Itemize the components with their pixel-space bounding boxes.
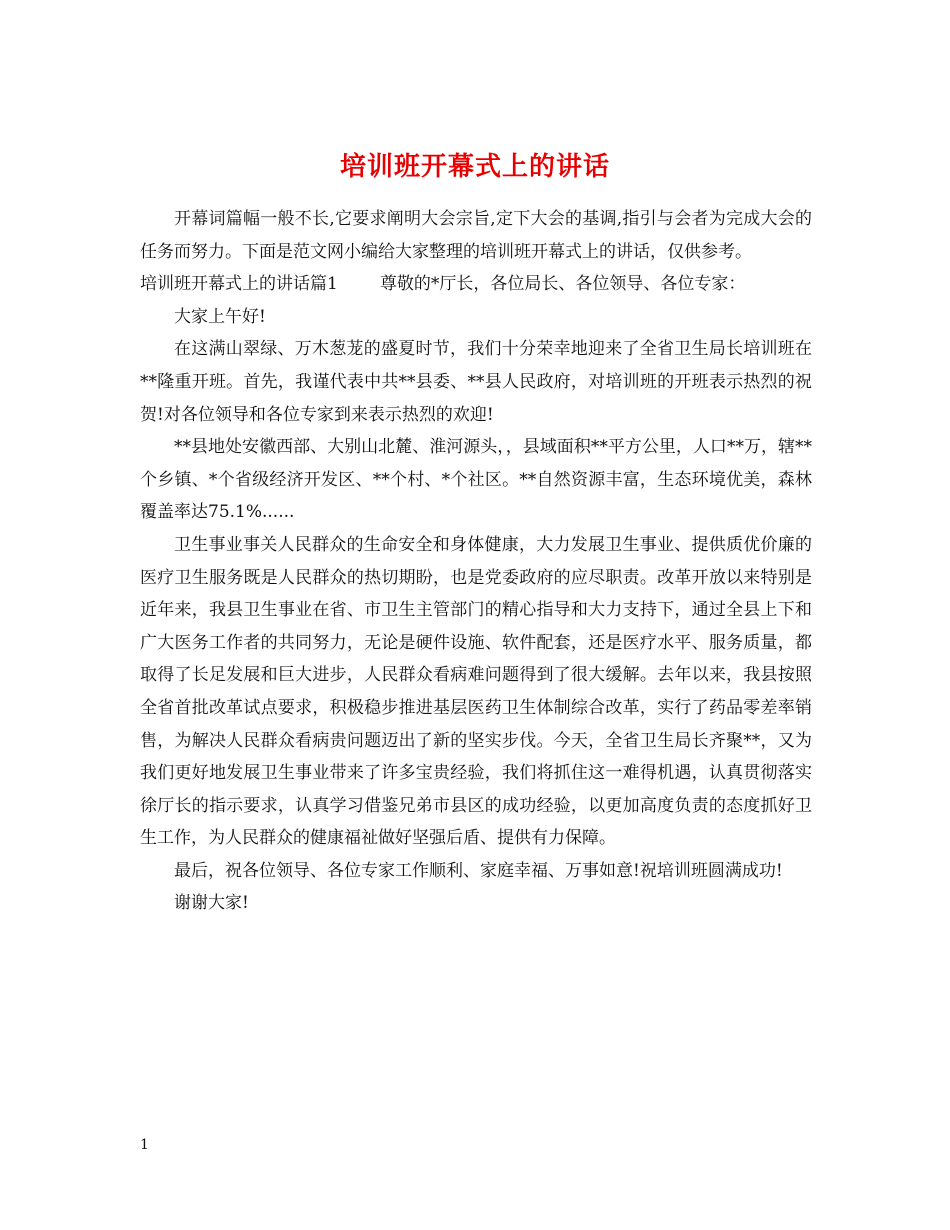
body-paragraph: 卫生事业事关人民群众的生命安全和身体健康，大力发展卫生事业、提供质优价廉的医疗卫生服务既是人民群众的热切期盼，也是党委政府的应尽职责。改革开放以来特别是近年来，我县卫生事业在省、市卫生主管部门的精心指导和大力支持下，通过全县上下和广大医务工作者的共同努力，无论是硬件设施、软件配套，还是医疗水平、服务质量，都取得了长足发展和巨大进步，人民群众看病难问题得到了很大缓解。去年以来，我县按照全省首批改革试点要求，积极稳步推进基层医药卫生体制综合改革，实行了药品零差率销售，为解决人民群众看病贵问题迈出了新的坚实步伐。今天，全省卫生局长齐聚**，又为我们更好地发展卫生事业带来了许多宝贵经验，我们将抓住这一难得机遇，认真贯彻落实徐厅长的指示要求，认真学习借鉴兄弟市县区的成功经验，以更加高度负责的态度抓好卫生工作，为人民群众的健康福祉做好坚强后盾、提供有力保障。 [140,534,812,849]
body-paragraph: **县地处安徽西部、大别山北麓、淮河源头，，县域面积**平方公里，人口**万，辖**个乡镇、*个省级经济开发区、**个村、*个社区。**自然资源丰富，生态环境优美，森林覆盖率达75.1%...... [140,437,812,523]
page-number: 1 [140,1137,149,1153]
intro-paragraph: 开幕词篇幅一般不长,它要求阐明大会宗旨,定下大会的基调,指引与会者为完成大会的任务而努力。下面是范文网小编给大家整理的培训班开幕式上的讲话，仅供参考。 [140,209,812,262]
body-paragraph: 最后，祝各位领导、各位专家工作顺利、家庭幸福、万事如意!祝培训班圆满成功! [174,860,783,881]
closing: 谢谢大家! [174,893,249,914]
section-heading-line [140,268,812,301]
document-body [140,203,812,920]
document-title: 培训班开幕式上的讲话 [339,152,610,183]
salutation: 尊敬的*厅长，各位局长、各位领导、各位专家： [379,274,746,295]
greeting: 大家上午好! [174,306,266,327]
section-heading: 培训班开幕式上的讲话篇1 [140,274,338,295]
body-paragraph: 在这满山翠绿、万木葱茏的盛夏时节，我们十分荣幸地迎来了全省卫生局长培训班在**隆重开班。首先，我谨代表中共**县委、**县人民政府，对培训班的开班表示热烈的祝贺!对各位领导和各位专家到来表示热烈的欢迎! [140,339,812,425]
